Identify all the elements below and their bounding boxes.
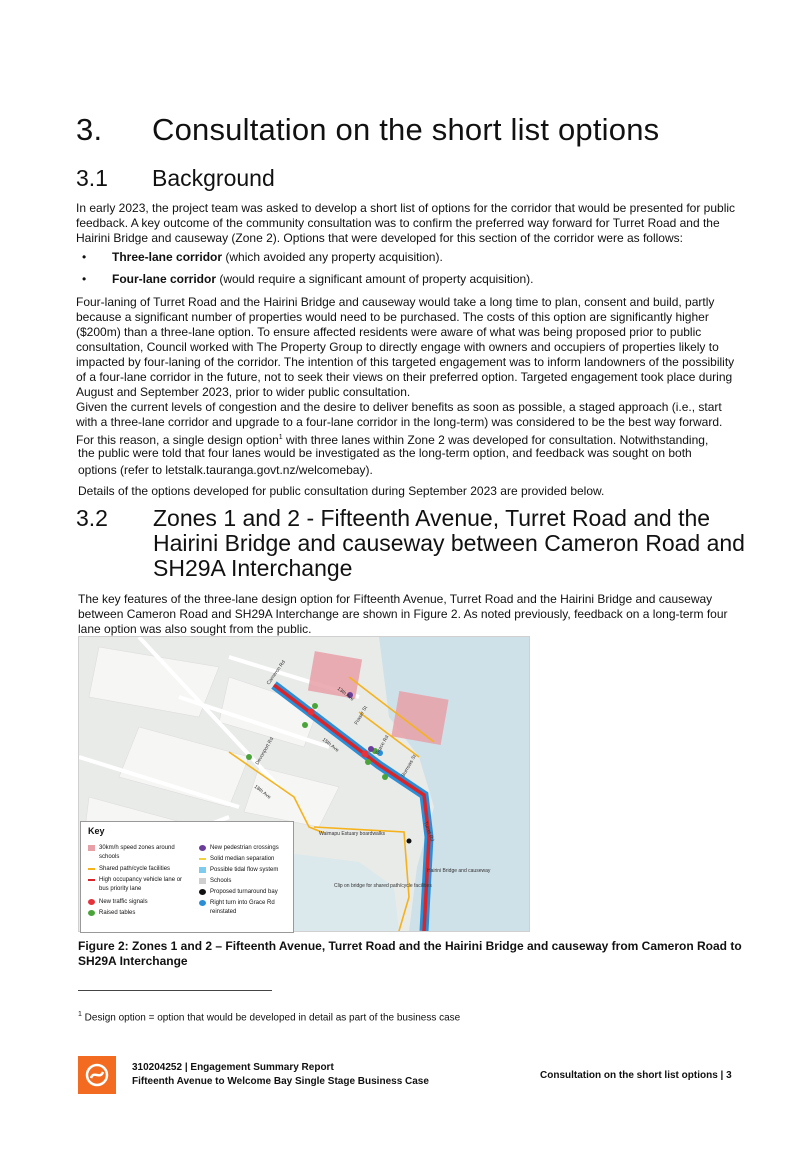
map-label-clip-on: Clip on bridge for shared path/cycle facilities <box>334 883 432 889</box>
map-key <box>80 821 294 933</box>
footnote-mark: 1 <box>78 1011 82 1018</box>
key-label: New traffic signals <box>99 899 148 905</box>
map-label-fraser-st: Fraser St <box>353 705 370 726</box>
paragraph-four-laning: Four-laning of Turret Road and the Hairini Bridge and causeway would take a long time to plan, consent and build, partly because a significant number of properties would need to be purchased. The costs of this option are significantly higher ($200m) than a three-lane option. To ensure affected residents were aware of what was being proposed prior to public consultation, Council worked with The Property Group to directly engage with owners and occupiers of properties likely to impacted by four-laning of the corridor. The intention of this targeted engagement was to inform landowners of the possibility of a four-lane corridor in the future, not to seek their views on their preferred option. Targeted engagement took place during August and September 2023, prior to wider public consultation. <box>76 295 735 399</box>
footer-line-2: Fifteenth Avenue to Welcome Bay Single Stage Business Case <box>132 1076 429 1087</box>
footer-section: Consultation on the short list options <box>540 1070 718 1081</box>
page-number: 3 <box>726 1070 732 1081</box>
school-zone-2 <box>391 691 448 745</box>
para3-part-a: Given the current levels of congestion and the desire to deliver benefits as soon as possible, a staged approach (i.e., start with a three-lane corridor and upgrade to a four-lane corridor in the long-term) was considered to be the best way forward. For this reason, a single design option <box>76 400 723 447</box>
para3-line-c: the public were told that four lanes would be investigated as the long-term option, and feedback was sought on both <box>78 446 692 460</box>
para3-part-b: with three lanes within Zone 2 was developed for consultation. Notwithstanding, <box>282 433 709 447</box>
bullet-three-lane: • Three-lane corridor (which avoided any property acquisition). <box>82 250 443 264</box>
key-label: Schools <box>210 878 232 884</box>
section-number: 3. <box>76 112 103 147</box>
key-swatch <box>88 868 95 870</box>
key-label: Solid median separation <box>210 856 275 862</box>
key-swatch <box>199 878 206 884</box>
key-swatch <box>88 910 95 916</box>
map-label-cameron-rd: Cameron Rd <box>265 659 287 687</box>
bullet-bold: Four-lane corridor <box>112 272 217 286</box>
key-swatch <box>88 879 95 881</box>
company-logo-icon <box>78 1056 116 1094</box>
key-label: Right turn into Grace Rd reinstated <box>210 900 275 915</box>
map-label-grace-rd: Grace Rd <box>374 734 391 756</box>
map-label-waimapu: Waimapu Estuary boardwalks <box>319 831 385 837</box>
key-swatch <box>199 867 206 873</box>
logo-mark-icon <box>78 1056 116 1094</box>
key-swatch <box>199 845 206 851</box>
key-swatch <box>199 900 206 906</box>
subsection-title: Background <box>152 165 275 191</box>
map-label-18th-ave: 18th Ave <box>252 783 272 801</box>
key-label: New pedestrian crossings <box>210 845 279 851</box>
map-label-13th-ave: 13th Ave <box>335 685 355 703</box>
bullet-text: (which avoided any property acquisition). <box>222 250 443 264</box>
key-label: Possible tidal flow system <box>210 867 279 873</box>
key-title: Key <box>88 826 105 836</box>
section-heading <box>76 112 659 148</box>
para3-line-d: options (refer to letstalk.tauranga.govt.nz/welcomebay). <box>78 463 373 477</box>
footnote-divider <box>78 990 272 991</box>
map-label-turret-rd: Turret Rd <box>422 820 435 843</box>
subsection-number: 3.1 <box>76 165 108 191</box>
key-label: 30km/h speed zones around schools <box>99 845 175 860</box>
paragraph-key-features: The key features of the three-lane design option for Fifteenth Avenue, Turret Road and the Hairini Bridge and causeway between Cameron Road and SH29A Interchange are shown in Figure 2. As noted previously, feedback on a long-term four lane option was also sought from the public. <box>78 592 728 636</box>
section-title: Consultation on the short list options <box>152 112 660 147</box>
paragraph-staged-approach <box>76 400 736 448</box>
key-label: High occupancy vehicle lane or bus priority lane <box>99 877 183 892</box>
key-label: Shared path/cycle facilities <box>99 866 171 872</box>
bullet-four-lane: • Four-lane corridor (would require a significant amount of property acquisition). <box>82 272 534 286</box>
map-label-burrows-st: Burrows St <box>400 753 418 778</box>
map-label-hairini: Hairini Bridge and causeway <box>427 868 491 874</box>
paragraph-details: Details of the options developed for public consultation during September 2023 are provided below. <box>78 484 605 498</box>
figure-caption: Figure 2: Zones 1 and 2 – Fifteenth Avenue, Turret Road and the Hairini Bridge and causeway from Cameron Road to SH29A Interchange <box>78 939 742 968</box>
footer-report-info <box>132 1061 429 1089</box>
school-zone-1 <box>308 651 362 699</box>
footnote-ref: 1 <box>278 434 283 441</box>
map-label-devonport-rd: Devonport Rd <box>254 736 276 766</box>
footnote <box>78 1011 460 1023</box>
key-label: Raised tables <box>99 910 136 916</box>
key-label: Proposed turnaround bay <box>210 889 278 895</box>
subsection-heading-background <box>76 165 275 192</box>
key-swatch <box>88 899 95 905</box>
key-swatch <box>199 889 206 895</box>
key-swatch <box>199 858 206 860</box>
subsection-number: 3.2 <box>76 505 108 531</box>
bullet-text: (would require a significant amount of property acquisition). <box>216 272 534 286</box>
paragraph-intro: In early 2023, the project team was asked to develop a short list of options for the corridor that would be presented for public feedback. A key outcome of the community consultation was to confirm the preferred way forward for Turret Road and the Hairini Bridge and causeway (Zone 2). Options that were developed for this section of the corridor were as follows: <box>76 201 736 245</box>
footer-line-1: 310204252 | Engagement Summary Report <box>132 1062 334 1073</box>
map-label-15th-ave: 15th Ave <box>320 736 340 754</box>
key-swatch <box>88 845 95 851</box>
bullet-bold: Three-lane corridor <box>112 250 223 264</box>
footnote-text: Design option = option that would be developed in detail as part of the business case <box>81 1012 461 1024</box>
footer-section-page: Consultation on the short list options | 3 <box>540 1070 732 1081</box>
subsection-title: Zones 1 and 2 - Fifteenth Avenue, Turret Road and the Hairini Bridge and causeway between Cameron Road and SH29A Interchange <box>153 505 745 581</box>
